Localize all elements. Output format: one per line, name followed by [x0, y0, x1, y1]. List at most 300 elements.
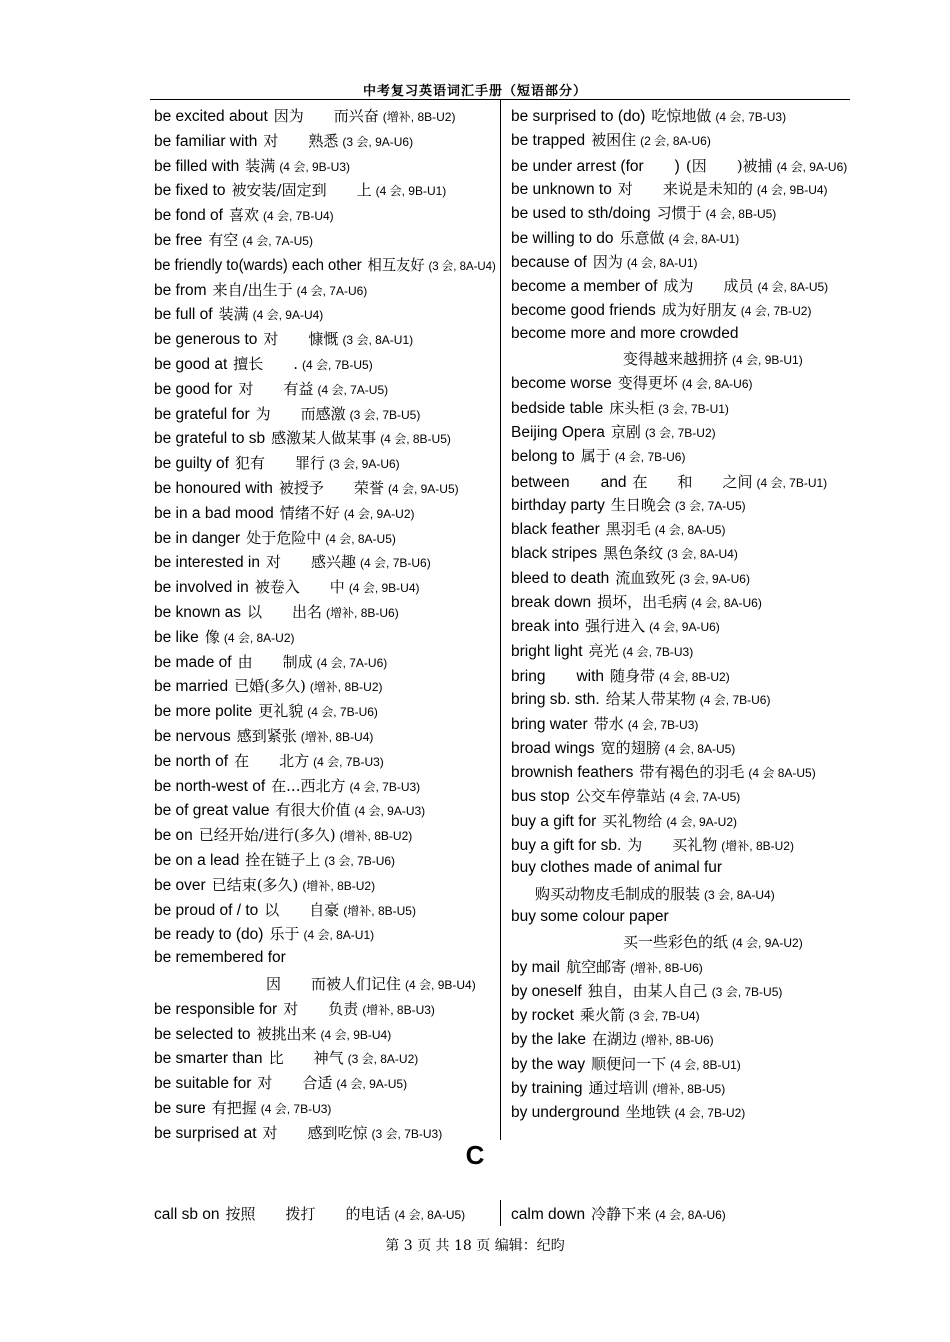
phrase-source: (3 会, 9A-U6) — [342, 134, 414, 149]
phrase-zh: 有空 — [208, 231, 239, 249]
phrase-entry — [154, 105, 455, 126]
phrase-zh: 属于 — [580, 447, 611, 466]
phrase-source: (增补, 8B-U2) — [339, 829, 413, 844]
phrase-en: bright light — [511, 642, 583, 660]
phrase-zh: 对 感兴趣 — [266, 553, 357, 572]
phrase-zh: 因 而被人们记住 — [266, 975, 402, 993]
phrase-zh: 京剧 — [610, 422, 641, 441]
phrase-zh: 成为 成员 — [663, 277, 754, 296]
phrase-zh: 因为 — [592, 252, 623, 271]
phrase-entry — [511, 980, 782, 1001]
phrase-entry — [154, 130, 413, 151]
phrase-zh: 由 制成 — [237, 652, 313, 671]
phrase-en: between and — [511, 473, 627, 491]
phrase-entry — [154, 155, 350, 176]
phrase-en: be good at — [154, 356, 228, 373]
phrase-entry — [511, 615, 720, 636]
phrase-entry — [154, 303, 323, 324]
phrase-source: (4 会, 7A-U5) — [242, 234, 313, 248]
phrase-en: by oneself — [511, 982, 582, 1000]
phrase-source: (3 会, 8A-U2) — [347, 1052, 419, 1067]
phrase-source: (4 会, 8A-U5) — [325, 531, 396, 546]
phrase-zh: 通过培训 — [588, 1079, 649, 1097]
phrase-source: (4 会, 8B-U1) — [670, 1057, 741, 1072]
phrase-source: (4 会, 9B-U1) — [375, 184, 447, 199]
phrase-source: (4 会, 8A-U1) — [668, 231, 740, 246]
phrase-zh: 习惯于 — [656, 204, 702, 223]
phrase-source: (4 会, 8B-U5) — [705, 207, 777, 222]
phrase-zh: 航空邮寄 — [566, 957, 627, 976]
phrase-entry — [154, 700, 378, 721]
phrase-zh: 为 而感激 — [255, 404, 346, 423]
phrase-source: (4 会, 7B-U4) — [262, 209, 334, 224]
phrase-en: be free — [154, 232, 203, 249]
phrase-entry — [154, 254, 496, 275]
phrase-zh: 公交车停靠站 — [575, 787, 666, 806]
phrase-source: (增补, 8B-U2) — [721, 839, 794, 853]
phrase-zh: 装满 — [245, 156, 276, 175]
phrase-source: (4 会, 9A-U6) — [776, 159, 848, 174]
phrase-zh: 坐地铁 — [625, 1103, 671, 1122]
phrase-en: be selected to — [154, 1025, 251, 1043]
phrase-entry — [154, 799, 425, 820]
phrase-entry — [511, 737, 735, 758]
phrase-zh: 对 熟悉 — [263, 131, 339, 150]
phrase-source: (3 会, 9A-U6) — [328, 457, 400, 472]
phrase-entry — [154, 651, 387, 672]
phrase-en: bedside table — [511, 399, 604, 417]
phrase-entry — [154, 626, 295, 647]
phrase-source: (4 会 8A-U5) — [748, 766, 816, 781]
phrase-en: be willing to do — [511, 229, 614, 247]
phrase-en: be guilty of — [154, 455, 229, 473]
phrase-source: (4 会, 7B-U6) — [614, 450, 686, 465]
phrase-source: (4 会, 8A-U5) — [394, 1208, 466, 1222]
phrase-zh: 以 自豪 — [264, 900, 340, 919]
phrase-source: (4 会, 7B-U3) — [622, 644, 694, 659]
phrase-en: because of — [511, 253, 587, 271]
phrase-source: (4 会, 8B-U2) — [659, 669, 730, 684]
page-footer: 第 3 页 共 18 页 编辑：纪昀 — [385, 1238, 565, 1254]
phrase-source: (4 会, 8A-U5) — [654, 523, 726, 538]
phrase-entry — [511, 299, 811, 320]
phrase-zh: 来自/出生于 — [212, 280, 293, 299]
phrase-entry — [154, 527, 396, 548]
phrase-en: buy some colour paper — [511, 907, 669, 925]
bottom-right-entry — [511, 1203, 726, 1224]
phrase-zh: 已婚(多久) — [234, 677, 306, 696]
phrase-source: (4 会, 8A-U5) — [757, 280, 829, 295]
phrase-entry — [511, 1053, 741, 1074]
phrase-en: buy clothes made of animal fur — [511, 859, 723, 877]
phrase-zh: 带水 — [593, 714, 624, 733]
phrase-source: (4 会, 9A-U4) — [252, 308, 324, 323]
phrase-source: (增补, 8B-U6) — [326, 606, 399, 620]
phrase-source: (4 会, 8B-U5) — [380, 432, 451, 447]
phrase-entry — [511, 761, 816, 782]
phrase-en: be honoured with — [154, 480, 273, 497]
phrase-en: be sure — [154, 1100, 206, 1117]
phrase-entry — [154, 452, 400, 473]
phrase-source: (4 会, 9A-U5) — [387, 482, 459, 496]
phrase-source: (4 会, 7B-U3) — [715, 110, 787, 124]
phrase-en: be suitable for — [154, 1075, 252, 1093]
phrase-en: be fond of — [154, 207, 223, 225]
phrase-entry — [511, 567, 750, 588]
phrase-en: be north of — [154, 752, 229, 770]
phrase-source: (3 会, 7B-U5) — [349, 407, 421, 422]
phrase-zh: 给某人带某物 — [605, 690, 696, 709]
phrase-zh: 亮光 — [588, 641, 619, 660]
phrase-entry — [154, 874, 375, 895]
phrase-entry — [154, 750, 384, 771]
phrase-entry — [154, 899, 416, 920]
phrase-entry — [511, 883, 775, 904]
phrase-zh: 已经开始/进行(多久) — [198, 826, 336, 845]
phrase-zh: 对 慷慨 — [263, 330, 339, 349]
phrase-zh: 生日晚会 — [610, 495, 671, 514]
phrase-zh: 被安装/固定到 上 — [231, 181, 372, 200]
phrase-source: (4 会, 9B-U4) — [348, 581, 420, 596]
phrase-source: (4 会, 8A-U2) — [223, 630, 295, 645]
phrase-en: be from — [154, 281, 207, 299]
phrase-en: be like — [154, 628, 199, 646]
phrase-entry — [511, 470, 827, 492]
phrase-entry — [511, 494, 746, 515]
phrase-source: (4 会, 9A-U6) — [649, 620, 720, 635]
phrase-en: be unknown to — [511, 180, 612, 198]
phrase-zh: 相互友好 — [367, 255, 425, 274]
phrase-zh: 带有褐色的羽毛 — [639, 763, 745, 782]
phrase-en: buy a gift for — [511, 812, 597, 830]
phrase-entry — [511, 202, 776, 223]
phrase-zh: 被卷入 中 — [254, 578, 345, 597]
phrase-en: be surprised to (do) — [511, 108, 646, 125]
phrase-source: (增补, 8B-U6) — [630, 960, 703, 975]
phrase-source: (2 会, 8A-U6) — [640, 134, 711, 149]
phrase-en: be interested in — [154, 554, 260, 572]
phrase-en: bus stop — [511, 788, 570, 806]
phrase-en: be fixed to — [154, 182, 226, 200]
phrase-entry — [154, 948, 296, 967]
phrase-en: by the lake — [511, 1031, 586, 1049]
phrase-en: brownish feathers — [511, 764, 634, 782]
phrase-en: be in danger — [154, 529, 241, 547]
phrase-en: by mail — [511, 958, 561, 976]
phrase-en: be used to sth/doing — [511, 205, 651, 223]
phrase-source: (增补, 8B-U3) — [362, 1002, 435, 1017]
phrase-en: be grateful to sb — [154, 430, 266, 448]
phrase-source: (4 会, 7B-U2) — [674, 1106, 746, 1121]
phrase-zh: 强行进入 — [585, 617, 646, 636]
phrase-zh: 乐意做 — [619, 228, 665, 247]
phrase-en: bring water — [511, 715, 588, 733]
column-divider — [500, 100, 501, 1140]
phrase-en: black stripes — [511, 545, 598, 563]
phrase-zh: 黑羽毛 — [605, 520, 651, 539]
phrase-entry — [511, 154, 847, 176]
phrase-source: (3 会, 8A-U4) — [704, 887, 775, 902]
phrase-source: (4 会, 9A-U2) — [666, 814, 737, 829]
phrase-entry — [154, 1023, 391, 1044]
phrase-en: break down — [511, 594, 592, 611]
phrase-en: call sb on — [154, 1206, 220, 1223]
phrase-source: (增补, 8B-U2) — [382, 110, 456, 124]
phrase-zh: 更礼貌 — [258, 702, 304, 721]
phrase-en: become a member of — [511, 278, 658, 296]
phrase-en: birthday party — [511, 496, 605, 514]
phrase-entry — [154, 1072, 407, 1093]
phrase-entry — [511, 275, 828, 296]
phrase-en: belong to — [511, 448, 575, 466]
phrase-source: (4 会, 8A-U1) — [303, 928, 375, 943]
phrase-en: be under arrest (for ) — [511, 157, 680, 175]
phrase-zh: 随身带 — [610, 666, 656, 685]
page-header-title: 中考复习英语词汇手册（短语部分） — [362, 84, 587, 99]
phrase-entry — [511, 1028, 714, 1049]
phrase-en: be in a bad mood — [154, 504, 274, 522]
phrase-zh: 变得更坏 — [617, 374, 678, 393]
phrase-entry — [154, 179, 446, 200]
phrase-entry — [154, 353, 373, 374]
phrase-zh: 变得越来越拥挤 — [623, 350, 729, 368]
phrase-en: be on — [154, 827, 193, 845]
phrase-en: be of great value — [154, 802, 270, 820]
phrase-en: become good friends — [511, 302, 656, 320]
phrase-entry — [154, 675, 383, 696]
phrase-zh: 按照 拨打 的电话 — [225, 1205, 391, 1223]
phrase-zh: 在 和 之间 — [632, 472, 753, 491]
phrase-source: (3 会, 7B-U6) — [324, 854, 396, 868]
phrase-zh: 已结束(多久) — [211, 875, 299, 894]
phrase-zh: 买一些彩色的纸 — [623, 933, 729, 952]
phrase-en: break into — [511, 618, 580, 636]
phrase-en: by rocket — [511, 1007, 574, 1025]
phrase-entry — [511, 397, 729, 418]
phrase-zh: 乐于 — [269, 925, 300, 944]
phrase-source: (3 会, 7B-U5) — [711, 984, 783, 999]
phrase-source: (4 会, 9A-U2) — [732, 936, 803, 951]
phrase-entry — [511, 858, 732, 877]
phrase-entry — [154, 1097, 331, 1118]
phrase-en: be friendly to(wards) each other — [154, 256, 362, 274]
phrase-en: be surprised at — [154, 1124, 257, 1142]
phrase-en: be north-west of — [154, 777, 266, 795]
phrase-source: (4 会, 7B-U6) — [360, 556, 431, 571]
phrase-zh: 感激某人做某事 — [271, 429, 377, 448]
phrase-source: (3 会, 7B-U2) — [644, 425, 716, 440]
phrase-zh: 吃惊地做 — [651, 107, 712, 125]
phrase-source: (增补, 8B-U5) — [652, 1082, 726, 1096]
phrase-source: (4 会, 9B-U4) — [405, 978, 476, 992]
phrase-entry — [511, 348, 803, 369]
phrase-source: (4 会, 9B-U1) — [732, 353, 803, 367]
phrase-zh: 被挑出来 — [256, 1024, 317, 1043]
phrase-entry — [511, 251, 698, 272]
phrase-source: (4 会, 8A-U5) — [664, 741, 736, 756]
phrase-en: be made of — [154, 653, 232, 671]
phrase-entry — [154, 1047, 418, 1068]
phrase-entry — [511, 178, 828, 199]
phrase-zh: 感到紧张 — [236, 727, 297, 745]
phrase-entry — [511, 518, 725, 539]
phrase-entry — [154, 551, 431, 572]
section-letter: C — [465, 1140, 485, 1170]
phrase-entry — [154, 477, 459, 498]
phrase-entry — [154, 824, 412, 845]
phrase-en: be more polite — [154, 703, 253, 721]
phrase-en: bring sb. sth. — [511, 691, 600, 709]
phrase-zh: 对 感到吃惊 — [262, 1123, 368, 1142]
phrase-entry — [154, 725, 373, 746]
phrase-en: calm down — [511, 1206, 586, 1223]
phrase-en: become more and more crowded — [511, 324, 739, 342]
phrase-source: (4 会, 9B-U4) — [320, 1027, 392, 1042]
phrase-en: be good for — [154, 380, 233, 398]
phrase-zh: 乘火箭 — [579, 1006, 625, 1025]
phrase-entry — [154, 923, 374, 944]
phrase-source: (4 会, 7A-U5) — [669, 790, 741, 805]
phrase-en: bleed to death — [511, 569, 610, 587]
phrase-source: (3 会, 8A-U1) — [342, 333, 414, 348]
phrase-entry — [511, 542, 738, 563]
phrase-source: (4 会, 7B-U3) — [313, 754, 384, 769]
phrase-entry — [511, 956, 703, 977]
phrase-entry — [511, 421, 716, 442]
phrase-zh: 喜欢 — [228, 206, 259, 225]
phrase-zh: 损坏，出毛病 — [597, 593, 688, 611]
phrase-entry — [511, 129, 711, 150]
phrase-en: be full of — [154, 306, 213, 324]
phrase-source: (增补, 8B-U2) — [309, 680, 383, 695]
phrase-en: be known as — [154, 604, 242, 621]
phrase-entry — [154, 403, 420, 424]
phrase-en: be ready to (do) — [154, 926, 264, 944]
bottom-left-entry — [154, 1203, 465, 1224]
phrase-source: (4 会, 9A-U5) — [336, 1077, 408, 1092]
phrase-zh: (因 )被捕 — [685, 156, 773, 175]
phrase-en: broad wings — [511, 739, 595, 757]
phrase-zh: 冷静下来 — [591, 1205, 652, 1223]
phrase-zh: 犯有 罪行 — [234, 454, 325, 473]
phrase-en: by training — [511, 1080, 583, 1097]
phrase-en: by the way — [511, 1055, 586, 1073]
phrase-zh: 在湖边 — [591, 1030, 637, 1049]
phrase-zh: 被困住 — [591, 131, 637, 150]
phrase-en: be nervous — [154, 728, 231, 745]
phrase-source: (4 会, 9B-U4) — [756, 182, 828, 197]
phrase-en: be generous to — [154, 331, 258, 349]
bottom-divider — [500, 1200, 501, 1226]
phrase-entry — [511, 907, 679, 926]
phrase-en: be over — [154, 876, 206, 894]
phrase-source: (4 会, 7B-U6) — [699, 693, 771, 708]
phrase-entry — [511, 1101, 745, 1122]
phrase-en: be excited about — [154, 108, 268, 125]
phrase-entry — [154, 427, 451, 448]
phrase-zh: 装满 — [218, 305, 249, 324]
phrase-entry — [154, 204, 334, 225]
phrase-entry — [511, 372, 753, 393]
phrase-zh: 因为 而兴奋 — [273, 107, 379, 125]
phrase-source: (4 会, 9A-U3) — [354, 804, 426, 819]
phrase-source: (4 会, 8A-U6) — [681, 377, 753, 392]
phrase-entry — [154, 849, 395, 870]
phrase-entry — [154, 328, 413, 349]
phrase-source: (4 会, 8A-U1) — [626, 255, 698, 270]
phrase-entry — [511, 713, 698, 734]
phrase-zh: 对 来说是未知的 — [617, 179, 753, 198]
phrase-en: be grateful for — [154, 405, 250, 423]
phrase-zh: 有很大价值 — [275, 801, 351, 820]
phrase-zh: 床头柜 — [609, 398, 655, 417]
phrase-zh: 顺便问一下 — [591, 1054, 667, 1073]
phrase-source: (4 会, 7B-U3) — [627, 717, 699, 732]
phrase-zh: 买礼物给 — [602, 811, 663, 830]
phrase-source: (3 会, 7A-U5) — [674, 498, 746, 513]
phrase-en: be familiar with — [154, 132, 258, 150]
phrase-zh: 流血致死 — [615, 568, 676, 587]
phrase-entry — [154, 973, 476, 994]
phrase-source: (增补, 8B-U4) — [300, 730, 374, 744]
phrase-zh: 情绪不好 — [279, 503, 340, 522]
phrase-source: (3 会, 7B-U1) — [658, 401, 729, 416]
phrase-zh: 比 神气 — [268, 1049, 344, 1068]
phrase-source: (4 会, 7B-U3) — [260, 1102, 332, 1116]
phrase-en: become worse — [511, 375, 612, 393]
phrase-zh: 在...西北方 — [271, 776, 346, 795]
phrase-source: (4 会, 7A-U6) — [296, 283, 368, 298]
phrase-entry — [154, 998, 435, 1019]
phrase-source: (3 会, 8A-U4) — [428, 258, 496, 273]
phrase-zh: 为 买礼物 — [627, 836, 718, 854]
phrase-zh: 独自，由某人自己 — [587, 981, 708, 1000]
phrase-zh: 处于危险中 — [246, 528, 322, 547]
phrase-entry — [154, 378, 388, 399]
phrase-entry — [511, 445, 685, 466]
phrase-zh: 以 出名 — [247, 603, 323, 621]
phrase-entry — [154, 601, 399, 622]
phrase-source: (4 会, 8A-U6) — [691, 596, 762, 610]
phrase-source: (3 会, 8A-U4) — [667, 547, 738, 562]
phrase-entry — [511, 810, 737, 831]
phrase-en: be responsible for — [154, 1000, 278, 1018]
phrase-en: be smarter than — [154, 1050, 263, 1068]
phrase-zh: 擅长 . — [233, 355, 299, 373]
phrase-source: (4 会, 8A-U6) — [655, 1208, 726, 1222]
phrase-en: buy a gift for sb. — [511, 837, 622, 854]
phrase-en: be involved in — [154, 579, 249, 597]
phrase-en: be trapped — [511, 132, 586, 150]
phrase-en: Beijing Opera — [511, 423, 605, 441]
phrase-entry — [511, 324, 748, 343]
phrase-entry — [511, 664, 730, 686]
phrase-entry — [511, 1004, 700, 1025]
phrase-entry — [511, 688, 770, 709]
phrase-entry — [154, 576, 420, 597]
phrase-entry — [154, 502, 415, 523]
phrase-zh: 对 负责 — [283, 999, 359, 1018]
phrase-entry — [154, 279, 367, 300]
phrase-zh: 有把握 — [211, 1099, 257, 1117]
phrase-zh: 对 合适 — [257, 1074, 333, 1093]
phrase-zh: 拴在链子上 — [245, 851, 321, 869]
phrase-zh: 宽的翅膀 — [600, 738, 661, 757]
phrase-entry — [154, 229, 313, 250]
phrase-source: (4 会, 7B-U6) — [307, 705, 378, 720]
phrase-entry — [511, 834, 794, 855]
phrase-entry — [511, 931, 803, 952]
